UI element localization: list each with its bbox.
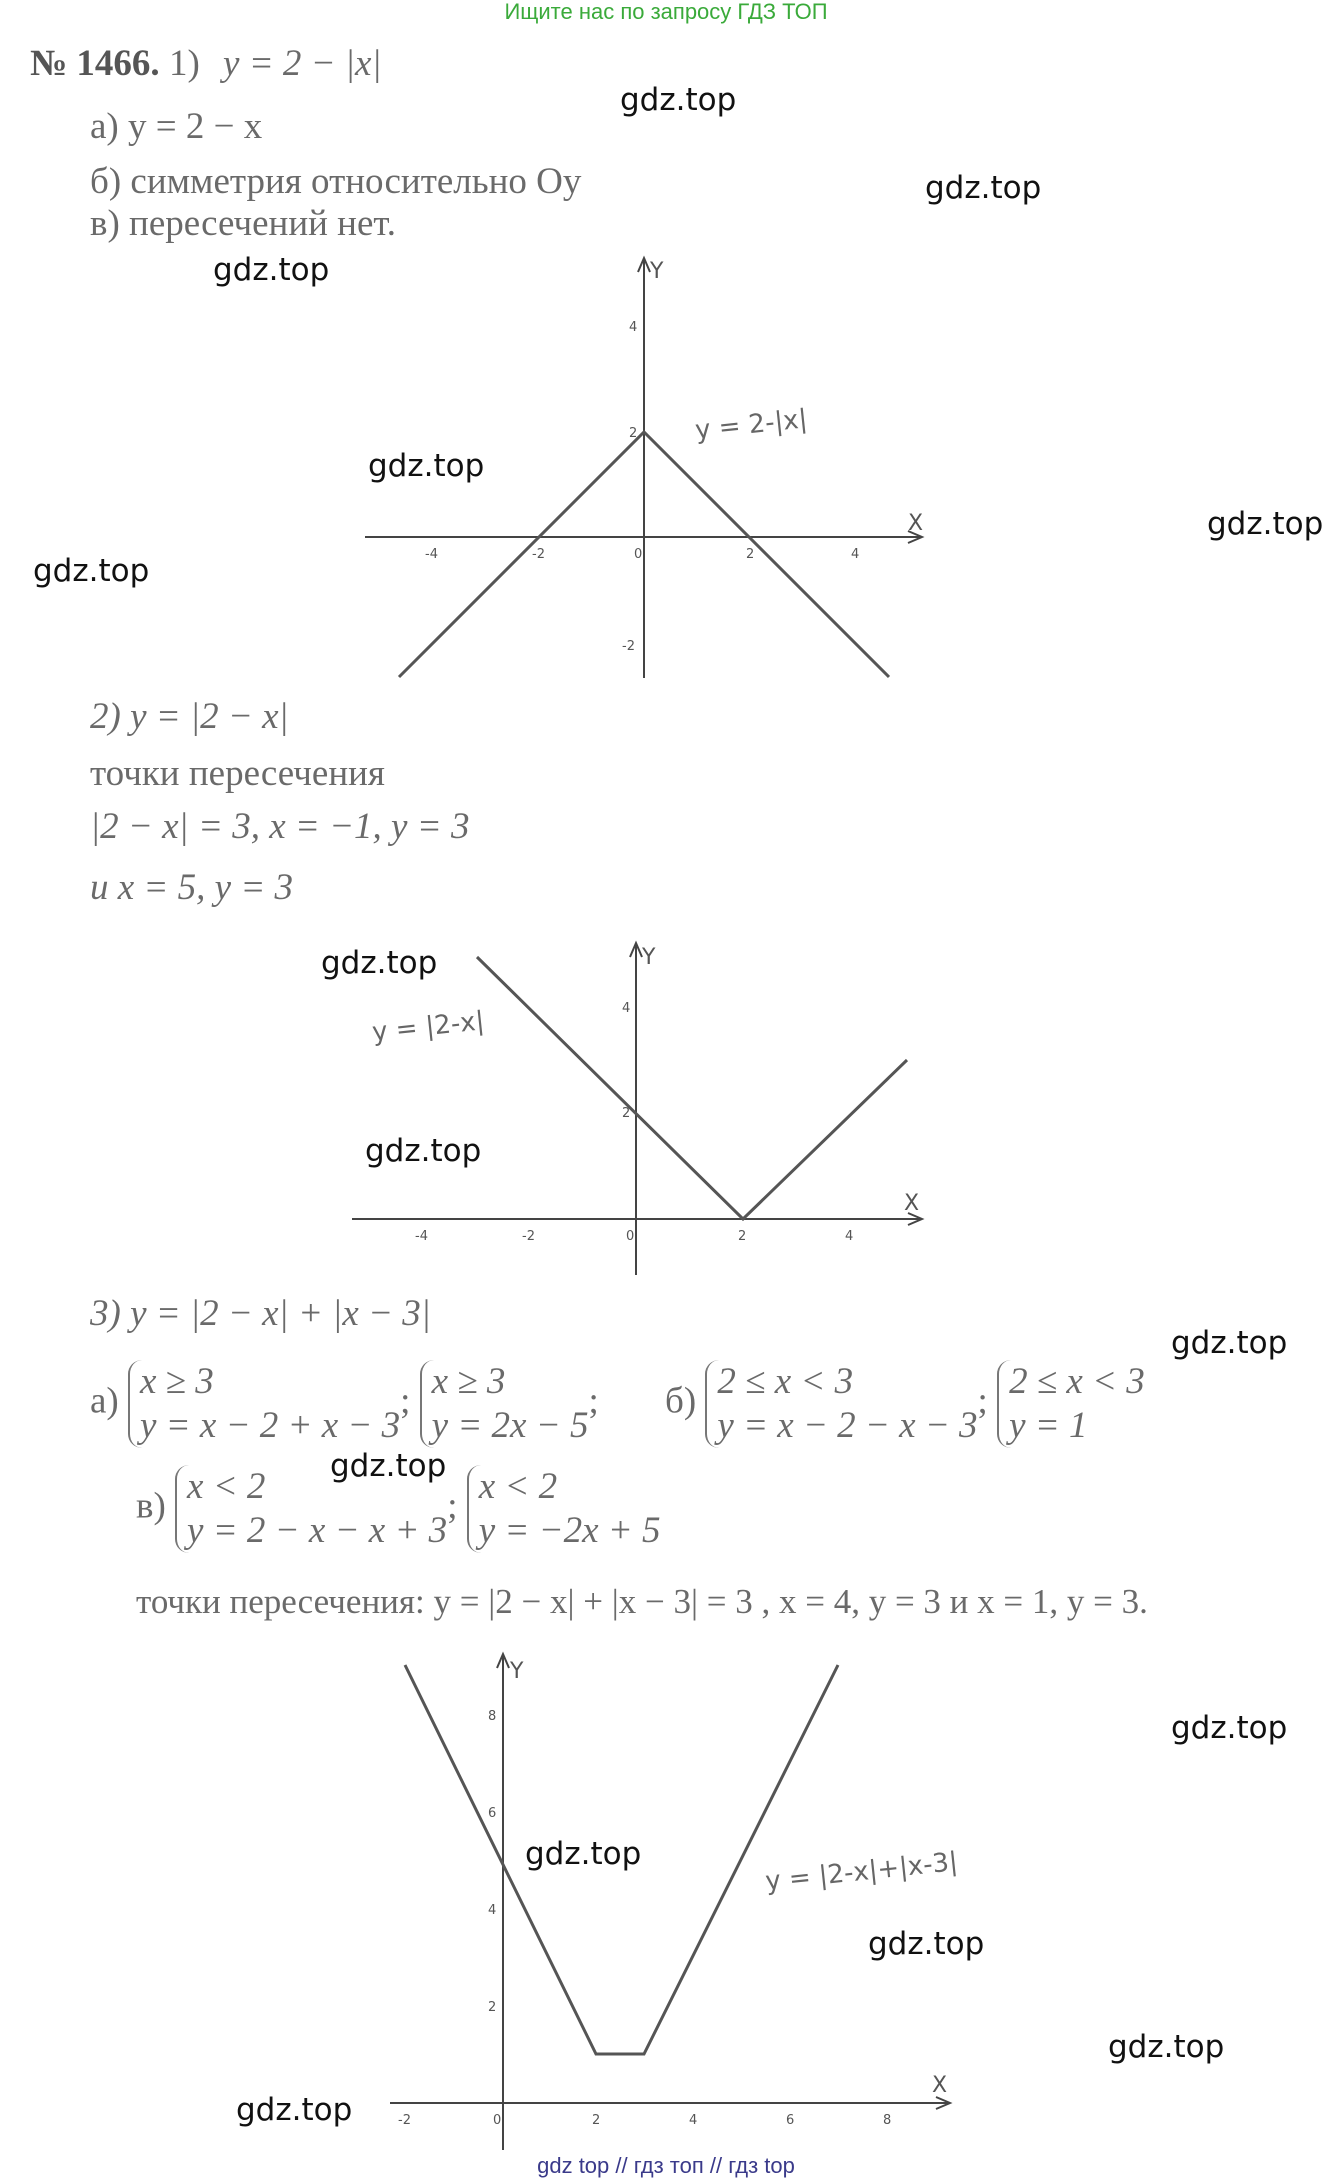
watermark: gdz.top bbox=[525, 1836, 642, 1872]
watermark: gdz.top bbox=[1171, 1710, 1288, 1746]
graph1-xtick: 0 bbox=[634, 547, 643, 562]
part2-formula: 2) y = |2 − x| bbox=[90, 696, 289, 737]
graph2-handwritten-label: y = |2-x| bbox=[370, 1006, 486, 1048]
part1-b: б) симметрия относительно Oy bbox=[90, 161, 582, 202]
watermark: gdz.top bbox=[925, 170, 1042, 206]
watermark: gdz.top bbox=[330, 1448, 447, 1484]
part3-c-sys1-line1: x < 2 bbox=[187, 1466, 266, 1507]
watermark: gdz.top bbox=[236, 2092, 353, 2128]
part3-case-c: в) x < 2 y = 2 − x − x + 3; x < 2 y = −2x + 5 bbox=[136, 1466, 661, 1551]
graph3-xtick: 0 bbox=[493, 2113, 502, 2128]
watermark: gdz.top bbox=[1171, 1325, 1288, 1361]
graph3-y-label: Y bbox=[510, 1659, 524, 1684]
part3-case-a: а) x ≥ 3 y = x − 2 + x − 3; x ≥ 3 y = 2x − 5; bbox=[90, 1361, 599, 1446]
graph1-ytick: -2 bbox=[622, 639, 635, 654]
part3-a-label: а) bbox=[90, 1380, 119, 1422]
graph2-ytick: 2 bbox=[622, 1106, 631, 1121]
graph2-xtick: 0 bbox=[626, 1229, 635, 1244]
footer-links: gdz top // гдз топ // гдз top bbox=[537, 2153, 795, 2178]
graph1-handwritten-label: y = 2-|x| bbox=[693, 404, 809, 446]
part3-a-sys2-line2: y = 2x − 5 bbox=[431, 1405, 589, 1446]
graph3-xtick: 8 bbox=[883, 2113, 892, 2128]
part3-b-sys1-line2: y = x − 2 − x − 3 bbox=[717, 1405, 978, 1446]
graph3-ytick: 4 bbox=[488, 1903, 497, 1918]
part3-b-sys1-line1: 2 ≤ x < 3 bbox=[717, 1361, 854, 1402]
graph2-x-label: X bbox=[904, 1191, 920, 1216]
part2-points-title: точки пересечения bbox=[90, 753, 385, 794]
watermark: gdz.top bbox=[1207, 506, 1324, 542]
graph3-ytick: 6 bbox=[488, 1806, 497, 1821]
part2-eq1: |2 − x| = 3, x = −1, y = 3 bbox=[90, 806, 470, 847]
part1-num: 1) bbox=[168, 43, 200, 84]
graph2-xtick: 2 bbox=[738, 1229, 747, 1244]
graph2-y-label: Y bbox=[642, 945, 656, 970]
graph1-ytick: 2 bbox=[629, 426, 638, 441]
part3-b-sys2-line2: y = 1 bbox=[1009, 1405, 1088, 1446]
graph3-xtick: 4 bbox=[689, 2113, 698, 2128]
graph1-xtick: 4 bbox=[851, 547, 860, 562]
graph3-xtick: -2 bbox=[398, 2113, 411, 2128]
graph3-x-label: X bbox=[932, 2073, 948, 2098]
part3-b-label: б) bbox=[665, 1380, 697, 1422]
graph3 bbox=[390, 1654, 950, 2150]
graph3-handwritten-label: y = |2-x|+|x-3| bbox=[763, 1846, 960, 1898]
part1-c: в) пересечений нет. bbox=[90, 203, 397, 244]
watermark: gdz.top bbox=[33, 553, 150, 589]
part3-b-sys2-line1: 2 ≤ x < 3 bbox=[1009, 1361, 1145, 1402]
part3-points: точки пересечения: y = |2 − x| + |x − 3| = 3 , x = 4, y = 3 и x = 1, y = 3. bbox=[136, 1582, 1148, 1621]
part3-c-sys1-line2: y = 2 − x − x + 3 bbox=[187, 1510, 448, 1551]
part3-c-sys2-line1: x < 2 bbox=[478, 1466, 558, 1507]
graph2-xtick: 4 bbox=[845, 1229, 854, 1244]
watermark: gdz.top bbox=[213, 252, 330, 288]
part3-a-sys1-line1: x ≥ 3 bbox=[140, 1361, 214, 1402]
graph3-ytick: 2 bbox=[488, 2000, 497, 2015]
graph2-xtick: -4 bbox=[415, 1229, 428, 1244]
watermark: gdz.top bbox=[1108, 2029, 1225, 2065]
graph1-x-label: X bbox=[908, 511, 924, 536]
graph1-y-label: Y bbox=[650, 259, 664, 284]
watermark: gdz.top bbox=[365, 1133, 482, 1169]
problem-number: № 1466. bbox=[30, 43, 160, 84]
graph1-xtick: -4 bbox=[425, 547, 438, 562]
watermark: gdz.top bbox=[620, 82, 737, 118]
graph2-xtick: -2 bbox=[522, 1229, 535, 1244]
part2-eq2: и x = 5, y = 3 bbox=[90, 867, 294, 908]
search-banner: Ищите нас по запросу ГДЗ ТОП bbox=[504, 0, 828, 24]
graph1-ytick: 4 bbox=[629, 320, 638, 335]
part3-a-sys2-line1: x ≥ 3 bbox=[431, 1361, 506, 1402]
part1-formula: y = 2 − |x| bbox=[223, 43, 382, 84]
graph3-xtick: 2 bbox=[592, 2113, 601, 2128]
part3-case-b: б) 2 ≤ x < 3 y = x − 2 − x − 3; 2 ≤ x < 3 y = 1 bbox=[665, 1361, 1145, 1446]
part3-a-sys1-line2: y = x − 2 + x − 3 bbox=[140, 1405, 401, 1446]
graph2-line bbox=[477, 957, 907, 1219]
graph1-xtick: 2 bbox=[746, 547, 755, 562]
graph2-ytick: 4 bbox=[622, 1001, 631, 1016]
graph2 bbox=[352, 943, 922, 1275]
part3-c-sys2-line2: y = −2x + 5 bbox=[478, 1510, 661, 1551]
watermark: gdz.top bbox=[868, 1926, 985, 1962]
part1-a: а) y = 2 − x bbox=[90, 106, 263, 147]
graph3-ytick: 8 bbox=[488, 1709, 497, 1724]
watermark: gdz.top bbox=[321, 945, 438, 981]
graph1-xtick: -2 bbox=[532, 547, 545, 562]
graph3-xtick: 6 bbox=[786, 2113, 795, 2128]
watermark: gdz.top bbox=[368, 448, 485, 484]
part3-formula: 3) y = |2 − x| + |x − 3| bbox=[90, 1293, 431, 1334]
part3-c-label: в) bbox=[136, 1485, 166, 1527]
